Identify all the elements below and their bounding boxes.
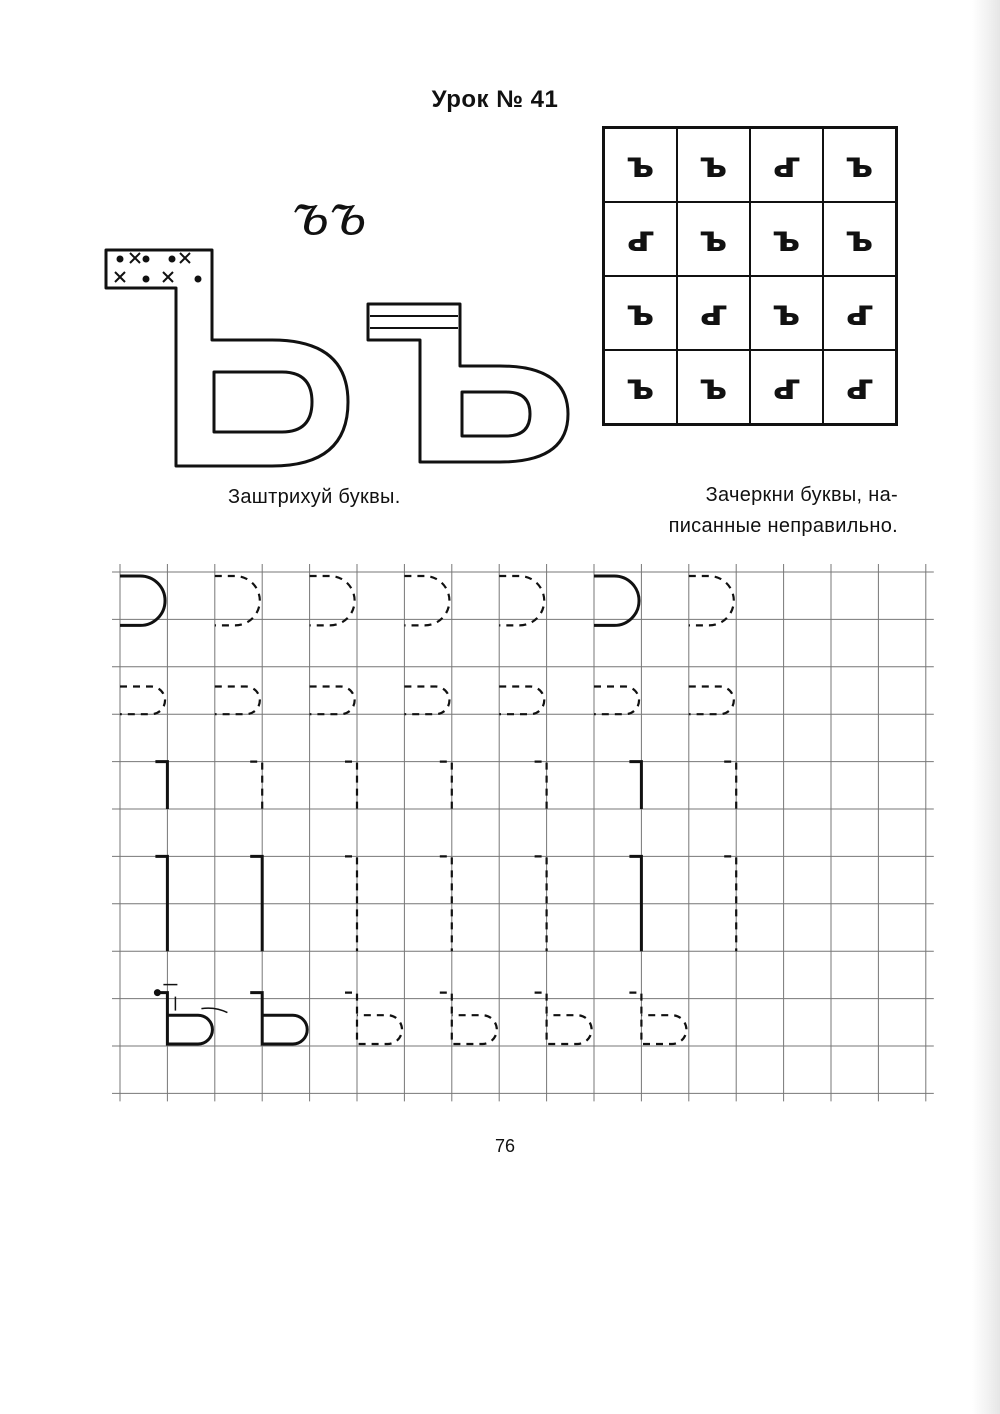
tracing-letter-dashed — [535, 993, 592, 1044]
grid-letter: ъ — [845, 366, 874, 408]
grid-letter: ъ — [626, 292, 655, 334]
lesson-title: Урок № 41 — [431, 86, 559, 113]
tracing-short-stem-dashed — [724, 762, 736, 809]
grid-letter: ъ — [772, 218, 801, 260]
tracing-small-bowl-dashed — [215, 687, 260, 715]
tracing-small-bowl-dashed — [120, 687, 165, 715]
tracing-short-stem-dashed — [440, 762, 452, 809]
page-number: 76 — [494, 1136, 516, 1156]
tracing-bowl-solid — [594, 576, 639, 625]
grid-letter: ъ — [699, 218, 728, 260]
grid-letter: ъ — [772, 366, 801, 408]
tracing-letter-dashed — [345, 993, 402, 1044]
tracing-short-stem-solid — [155, 762, 167, 809]
grid-letter: ъ — [845, 292, 874, 334]
tracing-letter-dashed — [629, 993, 686, 1044]
tracing-bowl-dashed — [310, 576, 355, 625]
tracing-small-bowl-dashed — [404, 687, 449, 715]
tracing-letter-dashed — [440, 993, 497, 1044]
tracing-row-short-stem — [155, 762, 736, 809]
grid-letter: ъ — [626, 366, 655, 408]
grid-letter: ъ — [845, 144, 874, 186]
tracing-small-bowl-dashed — [594, 687, 639, 715]
start-dot — [154, 990, 160, 996]
grid-letter: ъ — [699, 366, 728, 408]
tracing-short-stem-solid — [629, 762, 641, 809]
tracing-bowl-dashed — [499, 576, 544, 625]
grid-lines — [112, 564, 934, 1101]
cursive-letter-sample: ъъ — [292, 183, 367, 248]
grid-letter: ъ — [626, 218, 655, 260]
grid-letter: ъ — [699, 144, 728, 186]
grid-letter: ъ — [845, 218, 874, 260]
cross-out-instruction-text: Зачеркни буквы, на- писанные неправильно. — [668, 484, 898, 537]
grid-letter: ъ — [699, 292, 728, 334]
tracing-short-stem-dashed — [345, 762, 357, 809]
tracing-short-stem-dashed — [535, 762, 547, 809]
tracing-small-bowl-dashed — [689, 687, 734, 715]
tracing-small-bowl-dashed — [499, 687, 544, 715]
tracing-small-bowl-dashed — [310, 687, 355, 715]
tracing-bowl-dashed — [404, 576, 449, 625]
grid-letter: ъ — [772, 292, 801, 334]
grid-letter: ъ — [626, 144, 655, 186]
shade-instruction: Заштрихуй буквы. — [228, 486, 401, 508]
grid-letter: ъ — [772, 144, 801, 186]
tracing-bowl-solid — [120, 576, 165, 625]
tracing-row-letter — [155, 993, 686, 1044]
tracing-bowl-dashed — [689, 576, 734, 625]
tracing-letter-solid — [155, 993, 212, 1044]
tracing-bowl-dashed — [215, 576, 260, 625]
tracing-short-stem-dashed — [250, 762, 262, 809]
tracing-letter-solid — [250, 993, 307, 1044]
